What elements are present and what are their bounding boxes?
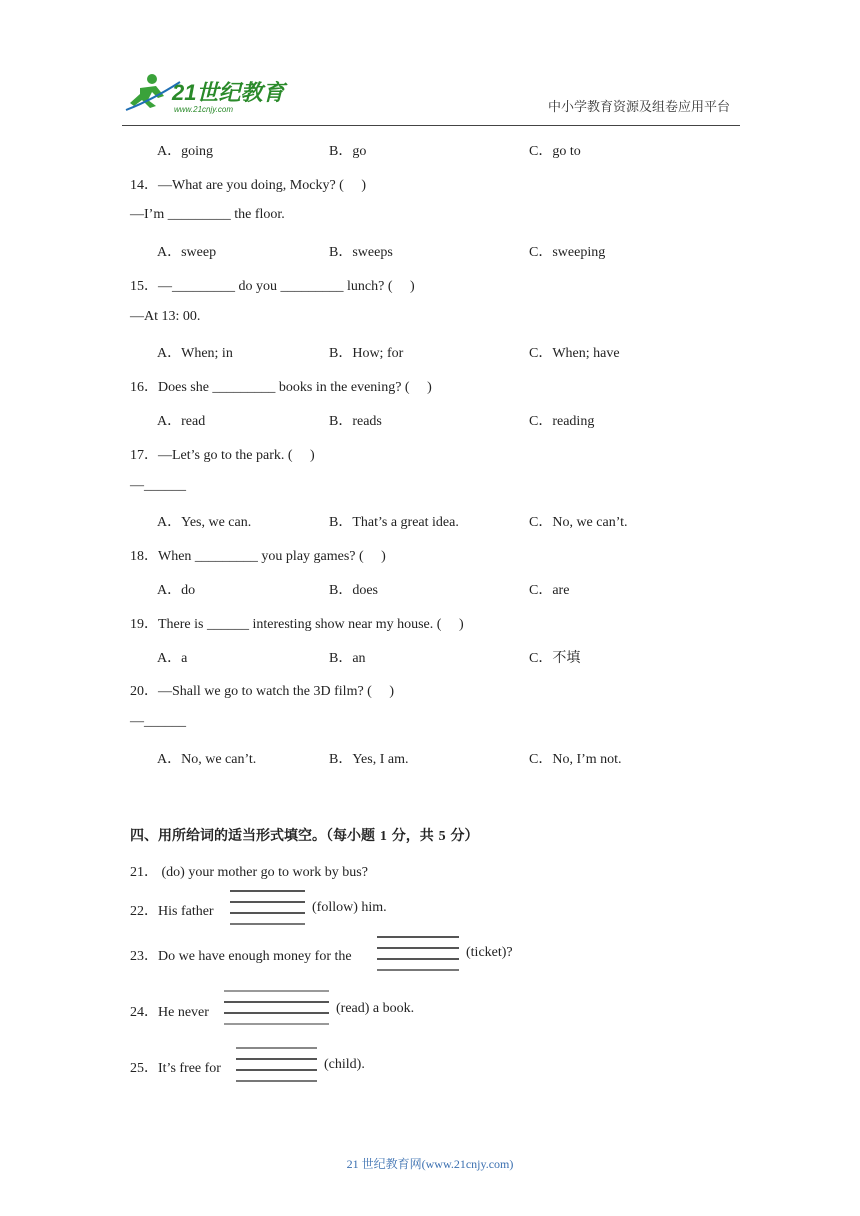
svg-text:www.21cnjy.com: www.21cnjy.com <box>174 105 233 114</box>
q16-option-a: A．read <box>157 414 206 429</box>
q20-option-b: B．Yes, I am. <box>329 752 409 767</box>
q17-line2: —______ <box>130 478 186 493</box>
q14-option-c: C．sweeping <box>529 245 606 260</box>
header-divider <box>122 125 740 126</box>
q22-prefix: 22．His father <box>130 904 214 919</box>
section-four-heading: 四、用所给词的适当形式填空。（每小题 1 分，共 5 分） <box>130 828 479 844</box>
q16-option-b: B．reads <box>329 414 382 429</box>
q18-option-c: C．are <box>529 583 570 598</box>
q15-option-b: B．How; for <box>329 346 404 361</box>
q25-suffix: (child). <box>324 1057 365 1072</box>
q13-option-a: A．going <box>157 144 213 159</box>
q23-prefix: 23．Do we have enough money for the <box>130 949 352 964</box>
q14-option-a: A．sweep <box>157 245 217 260</box>
q24-suffix: (read) a book. <box>336 1001 415 1016</box>
site-logo <box>122 70 292 118</box>
q25-prefix: 25．It’s free for <box>130 1061 221 1076</box>
q14-line2: —I’m _________ the floor. <box>130 207 285 222</box>
q18-stem: 18．When _________ you play games? ( ) <box>130 549 386 564</box>
q13-option-c: C．go to <box>529 144 581 159</box>
svg-text:21世纪教育: 21世纪教育 <box>172 80 285 105</box>
q20-line2: —______ <box>130 714 186 729</box>
q15-option-c: C．When; have <box>529 346 620 361</box>
q24-answer-blank[interactable] <box>224 990 329 1026</box>
q19-stem: 19．There is ______ interesting show near my house. ( ) <box>130 617 464 632</box>
q19-option-b: B．an <box>329 651 366 666</box>
q23-answer-blank[interactable] <box>377 936 459 972</box>
q16-option-c: C．reading <box>529 414 595 429</box>
q22-answer-blank[interactable] <box>230 890 305 926</box>
q20-option-a: A．No, we can’t. <box>157 752 257 767</box>
q19-option-c: C．不填 <box>529 651 581 666</box>
q17-option-b: B．That’s a great idea. <box>329 515 459 530</box>
q14-stem: 14．—What are you doing, Mocky? ( ) <box>130 178 366 193</box>
q17-option-c: C．No, we can’t. <box>529 515 628 530</box>
page-footer: 21 世纪教育网(www.21cnjy.com) <box>346 1157 514 1171</box>
q21-text: 21． (do) your mother go to work by bus? <box>130 865 368 880</box>
runner-logo-icon <box>122 70 292 118</box>
q13-option-b: B．go <box>329 144 367 159</box>
q14-option-b: B．sweeps <box>329 245 393 260</box>
q18-option-a: A．do <box>157 583 196 598</box>
q19-option-a: A．a <box>157 651 188 666</box>
q20-stem: 20．—Shall we go to watch the 3D film? ( ) <box>130 684 395 699</box>
q20-option-c: C．No, I’m not. <box>529 752 622 767</box>
q15-option-a: A．When; in <box>157 346 233 361</box>
q15-stem: 15．—_________ do you _________ lunch? ( ) <box>130 279 415 294</box>
q16-stem: 16．Does she _________ books in the evening? ( ) <box>130 380 432 395</box>
q25-answer-blank[interactable] <box>236 1047 317 1083</box>
q17-stem: 17．—Let’s go to the park. ( ) <box>130 448 315 463</box>
platform-title: 中小学教育资源及组卷应用平台 <box>548 100 731 115</box>
q24-prefix: 24．He never <box>130 1005 209 1020</box>
q18-option-b: B．does <box>329 583 378 598</box>
q23-suffix: (ticket)? <box>466 945 513 960</box>
q17-option-a: A．Yes, we can. <box>157 515 252 530</box>
q15-line2: —At 13: 00. <box>130 309 201 324</box>
q22-suffix: (follow) him. <box>312 900 387 915</box>
